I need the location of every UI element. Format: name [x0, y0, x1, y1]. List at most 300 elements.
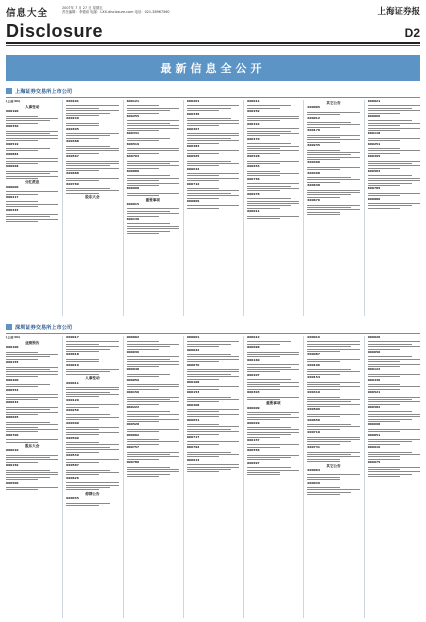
text-line — [247, 429, 299, 430]
text-line — [247, 173, 299, 174]
text-column — [243, 100, 299, 316]
text-line — [127, 346, 171, 347]
stock-code: 000792 — [186, 445, 200, 450]
stock-code: 000049 — [307, 480, 320, 485]
block-marker-icon — [6, 88, 12, 94]
text-column — [123, 100, 179, 316]
text-line — [127, 228, 179, 229]
text-line — [66, 429, 98, 430]
stock-code: 600336 — [186, 111, 200, 116]
stock-code: 000556 — [247, 448, 260, 453]
stock-code: 600968 — [6, 164, 19, 169]
text-line — [127, 356, 179, 357]
text-line — [307, 492, 351, 493]
text-line — [368, 128, 420, 129]
stock-code: 000155 — [6, 360, 19, 365]
text-line — [66, 394, 118, 395]
text-line — [66, 459, 118, 460]
text-line — [368, 341, 420, 342]
text-line — [187, 356, 239, 357]
stock-code: 600235 — [307, 143, 320, 148]
text-line — [187, 386, 239, 387]
stock-code: 600350 — [6, 124, 19, 129]
text-line — [307, 207, 351, 208]
text-line — [247, 198, 291, 199]
text-line — [187, 431, 239, 432]
stock-code: 000011 — [66, 380, 79, 385]
text-line — [6, 206, 38, 207]
stock-code: 000698 — [367, 422, 381, 427]
text-column — [62, 336, 118, 618]
stock-code: 000626 — [66, 475, 79, 480]
text-line — [187, 190, 239, 191]
stock-code: 600998 — [126, 186, 140, 191]
continuation-note: (上接 D1) — [6, 336, 21, 339]
stock-code: 600395 — [367, 154, 381, 159]
stock-code: 000851 — [367, 432, 381, 437]
text-line — [187, 471, 219, 472]
text-line — [368, 476, 400, 477]
text-line — [307, 192, 359, 193]
stock-code: 000650 — [307, 417, 320, 422]
stock-code: 000120 — [66, 397, 79, 402]
text-line — [127, 456, 179, 457]
stock-code: 600121 — [126, 100, 140, 103]
text-line — [6, 354, 58, 355]
text-line — [127, 211, 171, 212]
stock-code: 000303 — [247, 390, 260, 395]
text-line — [66, 146, 110, 147]
text-line — [6, 374, 58, 375]
stock-code: 000697 — [247, 460, 260, 465]
stock-code: 000018 — [66, 352, 79, 357]
text-line — [187, 138, 231, 139]
text-line — [6, 161, 58, 162]
text-line — [187, 120, 239, 121]
text-line — [6, 133, 50, 134]
stock-code: 000004 — [307, 467, 320, 472]
stock-code: 600756 — [247, 176, 260, 181]
text-line — [247, 203, 299, 204]
text-line — [187, 118, 231, 119]
stock-code: 000010 — [6, 448, 19, 453]
stock-code: 000153 — [186, 390, 200, 395]
stock-code: 600884 — [6, 151, 19, 156]
text-line — [368, 193, 420, 194]
text-line — [127, 161, 179, 162]
text-line — [307, 179, 359, 180]
text-line — [66, 359, 98, 360]
text-line — [307, 114, 339, 115]
stock-code: 000087 — [307, 352, 320, 357]
stock-code: 000017 — [66, 336, 79, 339]
text-line — [6, 477, 50, 478]
text-line — [187, 188, 219, 189]
text-line — [187, 135, 239, 136]
text-line — [307, 439, 359, 440]
text-line — [6, 371, 58, 372]
text-line — [66, 449, 118, 450]
stock-code: 000717 — [186, 435, 200, 439]
text-line — [247, 216, 299, 217]
text-line — [127, 411, 171, 412]
text-line — [6, 472, 58, 473]
text-line — [6, 131, 58, 132]
text-line — [66, 427, 118, 428]
text-line — [6, 214, 58, 215]
text-line — [66, 148, 118, 149]
text-line — [307, 177, 351, 178]
text-line — [187, 205, 239, 206]
stock-code: 600880 — [367, 196, 381, 201]
text-line — [187, 426, 239, 427]
text-line — [368, 359, 420, 360]
text-line — [66, 105, 118, 106]
text-line — [187, 374, 231, 375]
header-rule — [6, 42, 420, 44]
text-line — [6, 384, 50, 385]
text-line — [6, 394, 58, 395]
text-line — [187, 399, 239, 400]
text-line — [307, 341, 359, 342]
text-line — [247, 171, 279, 172]
text-line — [187, 123, 239, 124]
header-rule-thin — [6, 45, 420, 46]
stock-code: 600012 — [307, 115, 320, 120]
section-banner — [6, 55, 420, 81]
text-line — [247, 427, 291, 428]
continuation-note: (上接 D1) — [6, 100, 21, 103]
stock-code: 600367 — [186, 126, 200, 131]
text-line — [368, 150, 420, 151]
text-line — [307, 416, 339, 417]
stock-code: 600011 — [247, 209, 260, 214]
text-line — [127, 374, 171, 375]
text-line — [127, 376, 159, 377]
text-line — [127, 123, 171, 124]
text-line — [6, 221, 38, 222]
text-line — [6, 369, 50, 370]
text-line — [368, 178, 420, 179]
text-line — [247, 218, 279, 219]
text-line — [6, 219, 58, 220]
text-line — [307, 157, 359, 158]
text-line — [187, 161, 231, 162]
text-line — [368, 419, 412, 420]
text-line — [247, 364, 299, 365]
text-line — [66, 125, 98, 126]
text-line — [66, 188, 110, 189]
stock-code: 000700 — [6, 432, 19, 437]
text-line — [66, 434, 98, 435]
stock-code: 600498 — [307, 170, 320, 175]
stock-code: 000410 — [307, 390, 320, 395]
text-line — [368, 165, 420, 166]
text-line — [247, 133, 299, 134]
block-title-bar — [6, 86, 420, 96]
text-line — [247, 188, 299, 189]
stock-code: 600005 — [307, 105, 320, 110]
text-line — [6, 216, 50, 217]
text-line — [247, 150, 299, 151]
stock-code: 600101 — [66, 100, 79, 103]
stock-code: 000009 — [247, 405, 260, 410]
text-line — [247, 161, 299, 162]
text-line — [187, 424, 219, 425]
text-line — [127, 108, 179, 109]
text-line — [66, 485, 118, 486]
text-column — [62, 100, 118, 316]
stock-code: 600712 — [186, 181, 200, 186]
stock-code: 600345 — [6, 207, 19, 212]
stock-code: 600305 — [66, 126, 79, 131]
text-line — [6, 459, 58, 460]
text-column — [364, 336, 420, 618]
stock-code: 000509 — [66, 435, 79, 440]
block-title-bar — [6, 322, 420, 332]
text-line — [187, 361, 219, 362]
stock-code: 000780 — [126, 460, 140, 465]
text-column — [303, 100, 359, 316]
text-line — [127, 454, 171, 455]
text-line — [127, 128, 179, 129]
text-line — [368, 346, 420, 347]
text-line — [6, 489, 38, 490]
banner-title: 最新信息全公开 — [160, 62, 266, 75]
text-line — [368, 399, 412, 400]
stock-code: 600066 — [367, 113, 381, 118]
stock-code: 600217 — [6, 194, 19, 199]
text-line — [127, 208, 179, 209]
text-line — [6, 470, 50, 471]
text-line — [187, 208, 219, 209]
text-line — [247, 148, 279, 149]
stock-code: 000632 — [6, 400, 19, 405]
text-line — [307, 369, 351, 370]
stock-code: 000159 — [6, 463, 19, 468]
text-line — [368, 208, 400, 209]
text-line — [368, 416, 420, 417]
text-line — [307, 437, 359, 438]
stock-code: 000757 — [126, 445, 140, 450]
text-line — [187, 125, 219, 126]
text-line — [247, 419, 279, 420]
stock-code: 000553 — [6, 387, 19, 392]
text-line — [6, 201, 38, 202]
text-line — [187, 397, 231, 398]
text-line — [127, 150, 179, 151]
text-line — [127, 361, 179, 362]
text-line — [127, 364, 179, 365]
stock-code: 600483 — [186, 143, 200, 148]
text-line — [307, 487, 339, 488]
text-line — [127, 183, 179, 184]
text-line — [127, 414, 179, 415]
text-line — [187, 175, 219, 176]
text-line — [66, 108, 98, 109]
text-line — [368, 397, 420, 398]
text-column — [123, 336, 179, 618]
text-line — [6, 140, 38, 141]
text-line — [66, 432, 118, 433]
date-line: 2007年 7 月 27 日 星期五 — [62, 6, 103, 10]
text-line — [127, 148, 179, 149]
stock-code: 600789 — [66, 181, 79, 186]
text-line — [187, 441, 239, 442]
category-heading: 重要事项 — [145, 197, 160, 202]
text-line — [247, 474, 279, 475]
text-line — [307, 135, 359, 136]
stock-code: 600255 — [126, 113, 140, 118]
stock-code: 000001 — [186, 336, 200, 339]
text-line — [187, 193, 231, 194]
text-line — [368, 474, 412, 475]
text-line — [247, 417, 299, 418]
text-line — [307, 209, 359, 210]
text-line — [66, 374, 98, 375]
text-line — [66, 135, 110, 136]
category-heading: 人事变动 — [24, 104, 40, 109]
stock-code: 000509 — [307, 407, 320, 412]
text-line — [368, 471, 420, 472]
text-line — [6, 487, 58, 488]
text-line — [66, 482, 118, 483]
text-line — [127, 175, 171, 176]
text-line — [247, 201, 299, 202]
text-line — [127, 341, 159, 342]
stock-code: 600528 — [247, 154, 260, 159]
text-line — [127, 431, 159, 432]
text-line — [307, 152, 359, 153]
text-line — [66, 442, 98, 443]
text-line — [6, 176, 58, 177]
text-line — [127, 180, 159, 181]
text-line — [187, 371, 239, 372]
stock-code: 000400 — [6, 377, 19, 382]
stock-code: 000122 — [367, 367, 381, 372]
text-line — [307, 212, 339, 213]
text-line — [307, 441, 351, 442]
text-line — [187, 105, 239, 106]
text-line — [307, 190, 359, 191]
stock-code: 000022 — [186, 347, 200, 352]
text-line — [247, 367, 291, 368]
text-line — [187, 411, 219, 412]
category-heading: 重要事项 — [266, 401, 281, 406]
text-line — [247, 143, 291, 144]
stock-code: 000157 — [247, 438, 260, 442]
category-heading: 分红派息 — [24, 180, 40, 185]
text-line — [368, 386, 420, 387]
stock-code: 000070 — [186, 362, 200, 367]
text-line — [187, 464, 239, 465]
text-line — [247, 183, 299, 184]
text-line — [368, 376, 400, 377]
text-line — [127, 452, 179, 453]
stock-code: 000408 — [186, 402, 200, 407]
stock-code: 000036 — [126, 349, 140, 354]
text-line — [127, 344, 179, 345]
stock-code: 600503 — [367, 169, 381, 174]
stock-code: 000048 — [126, 367, 140, 372]
text-column — [6, 336, 58, 618]
stock-code: 000154 — [307, 375, 320, 380]
text-line — [247, 382, 299, 383]
text-line — [66, 178, 118, 179]
text-line — [247, 352, 299, 353]
columns-shanghai — [6, 100, 420, 316]
text-line — [66, 387, 118, 388]
text-line — [66, 165, 110, 166]
text-line — [127, 165, 179, 166]
text-line — [187, 140, 239, 141]
stock-code: 600240 — [66, 116, 79, 121]
text-line — [368, 414, 420, 415]
text-line — [187, 108, 231, 109]
stock-code: 000050 — [367, 349, 381, 354]
stock-code: 600880 — [126, 169, 140, 174]
text-line — [307, 489, 359, 490]
text-line — [66, 369, 118, 370]
text-line — [368, 439, 420, 440]
text-line — [127, 467, 171, 468]
text-line — [127, 429, 179, 430]
columns-shenzhen — [6, 336, 420, 618]
text-line — [6, 352, 38, 353]
stock-code: 600785 — [367, 186, 381, 191]
text-line — [247, 146, 299, 147]
text-line — [368, 140, 400, 141]
text-column — [303, 336, 359, 618]
text-line — [368, 110, 420, 111]
text-line — [247, 399, 279, 400]
text-line — [247, 131, 291, 132]
text-line — [66, 161, 118, 162]
text-line — [66, 505, 98, 506]
text-line — [307, 424, 351, 425]
text-line — [307, 454, 351, 455]
text-line — [307, 461, 339, 462]
text-line — [66, 110, 118, 111]
text-line — [368, 163, 412, 164]
stock-code: 600565 — [186, 154, 200, 159]
text-line — [127, 163, 171, 164]
text-column — [243, 336, 299, 618]
text-line — [6, 171, 58, 172]
section-name: 上海证券报 — [377, 7, 420, 17]
text-line — [6, 409, 50, 410]
stock-code: 600300 — [307, 160, 320, 165]
text-line — [307, 137, 339, 138]
stock-code: 000096 — [247, 345, 260, 350]
text-line — [307, 494, 339, 495]
text-line — [247, 412, 299, 413]
stock-code: 000012 — [247, 336, 260, 339]
text-line — [307, 459, 339, 460]
stock-code: 000539 — [66, 452, 79, 457]
text-line — [66, 503, 110, 504]
text-column — [6, 100, 58, 316]
stock-code: 600642 — [186, 166, 200, 171]
text-column — [183, 100, 239, 316]
text-line — [247, 205, 291, 206]
text-line — [307, 122, 351, 123]
stock-code: 600015 — [126, 202, 140, 206]
text-line — [368, 356, 412, 357]
text-line — [307, 474, 359, 475]
block-shanghai — [6, 86, 420, 316]
text-line — [187, 369, 239, 370]
